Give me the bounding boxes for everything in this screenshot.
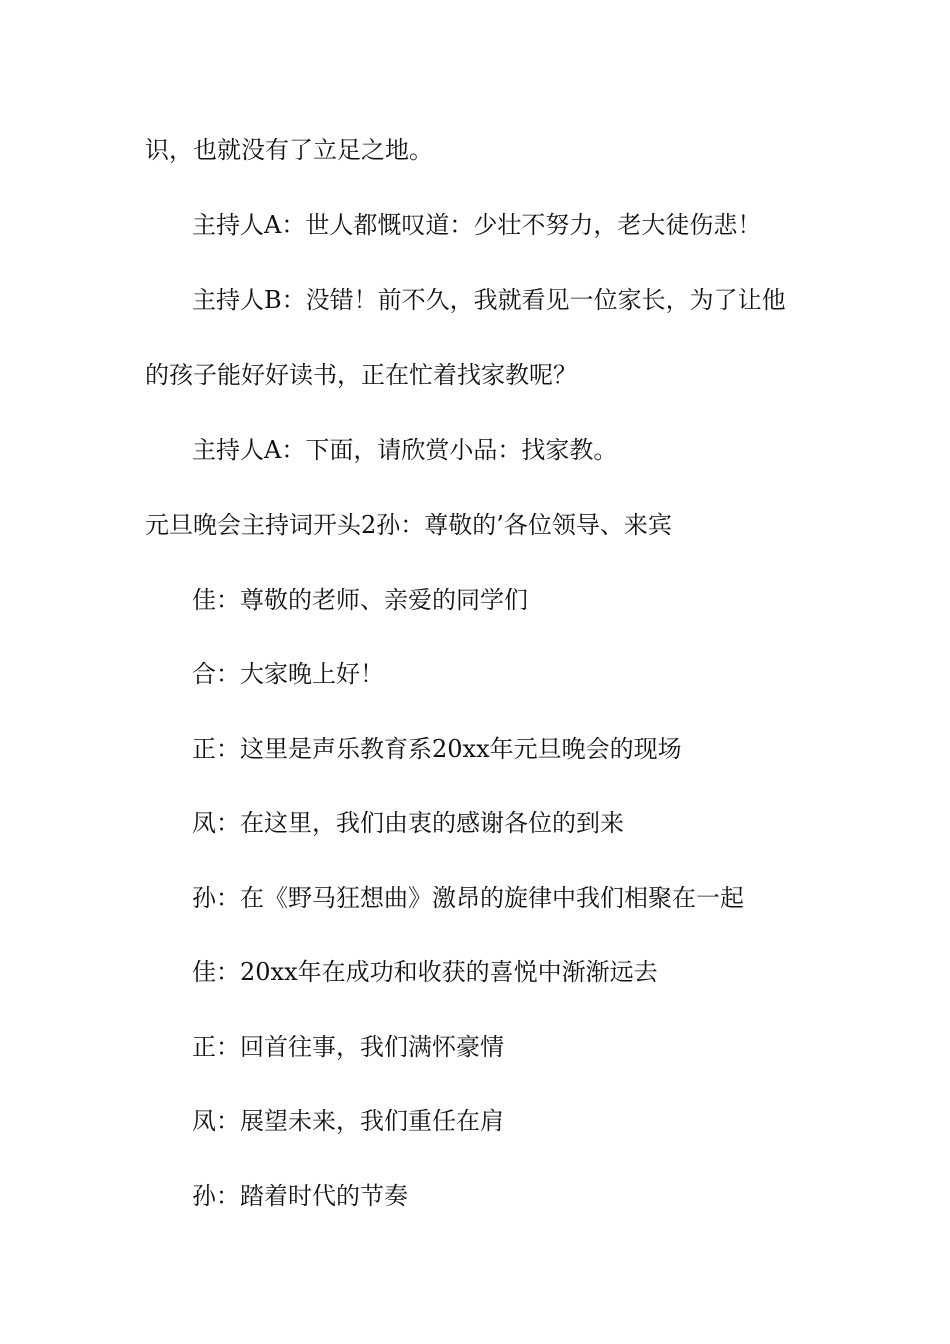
- text-line-5: 主持人A：下面，请欣赏小品：找家教。: [192, 436, 618, 464]
- text-line-1: 识，也就没有了立足之地。: [145, 136, 433, 164]
- text-line-7: 佳：尊敬的老师、亲爱的同学们: [192, 586, 528, 614]
- text-line-2: 主持人A：世人都慨叹道：少壮不努力，老大徒伤悲！: [192, 211, 762, 239]
- text-line-13: 正：回首往事，我们满怀豪情: [192, 1033, 504, 1061]
- text-line-11: 孙：在《野马狂想曲》激昂的旋律中我们相聚在一起: [192, 884, 744, 912]
- text-line-15: 孙：踏着时代的节奏: [192, 1182, 408, 1210]
- text-line-6: 元旦晚会主持词开头2孙：尊敬的’各位领导、来宾: [145, 511, 672, 539]
- text-line-4: 的孩子能好好读书，正在忙着找家教呢？: [145, 361, 577, 389]
- text-line-9: 正：这里是声乐教育系20xx年元旦晚会的现场: [192, 735, 682, 763]
- text-line-8: 合：大家晚上好！: [192, 660, 384, 688]
- text-line-3: 主持人B：没错！前不久，我就看见一位家长，为了让他: [192, 286, 786, 314]
- text-line-14: 凤：展望未来，我们重任在肩: [192, 1107, 504, 1135]
- text-line-10: 凤：在这里，我们由衷的感谢各位的到来: [192, 809, 624, 837]
- text-line-12: 佳：20xx年在成功和收获的喜悦中渐渐远去: [192, 958, 658, 986]
